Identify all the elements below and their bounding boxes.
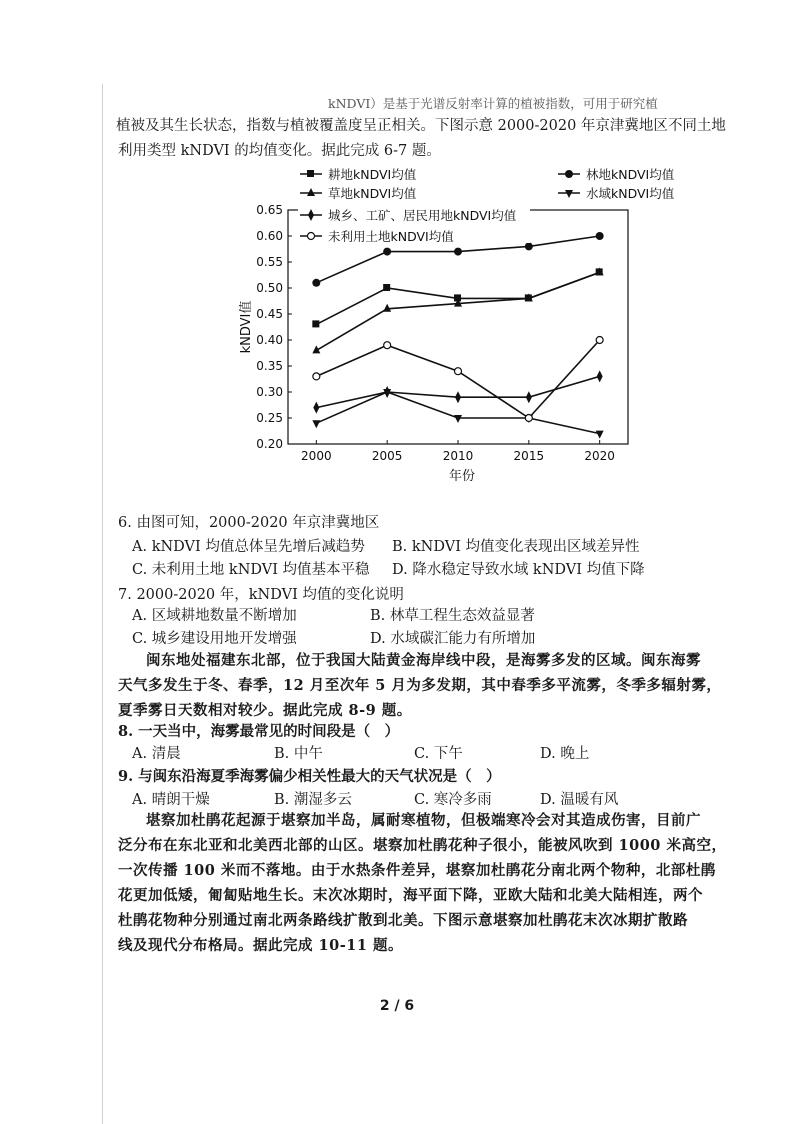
data-point bbox=[384, 342, 391, 349]
legend-marker bbox=[308, 233, 315, 240]
data-point bbox=[596, 431, 604, 439]
y-axis-label: kNDVI值 bbox=[239, 300, 254, 354]
passage-10-11-line-2: 泛分布在东北亚和北美西北部的山区。堪察加杜鹃花种子很小，能被风吹到 1000 米高空， bbox=[118, 837, 727, 854]
legend-item bbox=[298, 184, 448, 201]
x-tick-label: 2015 bbox=[513, 449, 545, 463]
legend-label: 未利用土地kNDVI均值 bbox=[328, 229, 454, 244]
intro-line-0: kNDVI）是基于光谱反射率计算的植被指数，可用于研究植 bbox=[328, 96, 658, 111]
passage-10-11-line-6: 线及现代分布格局。据此完成 10-11 题。 bbox=[118, 937, 403, 954]
question-7-stem: 7. 2000-2020 年，kNDVI 均值的变化说明 bbox=[118, 587, 404, 603]
y-tick-label: 0.45 bbox=[256, 307, 283, 321]
intro-line-1: 植被及其生长状态，指数与植被覆盖度呈正相关。下图示意 2000-2020 年京津冀地区不同土地 bbox=[116, 118, 726, 134]
question-7-option-d[interactable]: D. 水域碳汇能力有所增加 bbox=[370, 631, 536, 647]
intro-paragraph bbox=[116, 94, 726, 164]
data-point bbox=[455, 391, 461, 403]
question-8-option-c[interactable]: C. 下午 bbox=[414, 746, 463, 762]
question-9-stem: 9. 与闽东沿海夏季海雾偏少相关性最大的天气状况是（ ） bbox=[118, 768, 501, 785]
data-point bbox=[312, 279, 320, 287]
passage-10-11-line-4: 花更加低矮，匍匐贴地生长。末次冰期时，海平面下降，亚欧大陆和北美大陆相连，两个 bbox=[118, 887, 703, 904]
series-line bbox=[316, 340, 599, 418]
legend-label: 草地kNDVI均值 bbox=[328, 186, 417, 201]
plot-frame bbox=[288, 210, 628, 444]
passage-10-11-line-3: 一次传播 100 米而不落地。由于水热条件差异，堪察加杜鹃花分南北两个物种，北部杜鹃 bbox=[118, 862, 716, 879]
y-tick-label: 0.50 bbox=[256, 281, 283, 295]
question-9-option-b[interactable]: B. 潮湿多云 bbox=[274, 792, 352, 808]
x-tick-label: 2005 bbox=[371, 449, 403, 463]
question-7-option-a[interactable]: A. 区域耕地数量不断增加 bbox=[132, 608, 297, 624]
question-8-stem: 8. 一天当中，海雾最常见的时间段是（ ） bbox=[118, 723, 400, 740]
intro-line-2: 利用类型 kNDVI 的均值变化。据此完成 6-7 题。 bbox=[118, 143, 441, 159]
y-tick-label: 0.35 bbox=[256, 359, 283, 373]
y-tick-label: 0.20 bbox=[256, 437, 283, 451]
data-point bbox=[313, 402, 319, 414]
data-point bbox=[313, 373, 320, 380]
data-point bbox=[525, 415, 532, 422]
series-line bbox=[316, 272, 599, 350]
data-point bbox=[454, 248, 462, 256]
legend-label: 林地kNDVI均值 bbox=[586, 167, 675, 182]
series-1 bbox=[312, 268, 602, 327]
data-point bbox=[454, 415, 462, 423]
passage-8-9-line-2: 天气多发生于冬、春季，12 月至次年 5 月为多发期，其中春季多平流雾，冬季多辐射雾， bbox=[118, 677, 722, 694]
question-9-option-d[interactable]: D. 温暖有风 bbox=[540, 792, 619, 808]
data-point bbox=[312, 420, 320, 428]
series-6 bbox=[313, 337, 603, 422]
question-8-option-a[interactable]: A. 清晨 bbox=[132, 746, 181, 762]
question-7-option-b[interactable]: B. 林草工程生态效益显著 bbox=[370, 608, 535, 624]
y-tick-label: 0.60 bbox=[256, 229, 283, 243]
passage-8-9-line-1: 闽东地处福建东北部，位于我国大陆黄金海岸线中段，是海雾多发的区域。闽东海雾 bbox=[146, 652, 701, 669]
data-point bbox=[383, 284, 390, 291]
y-tick-label: 0.30 bbox=[256, 385, 283, 399]
x-axis-label: 年份 bbox=[448, 469, 476, 484]
question-8-option-b[interactable]: B. 中午 bbox=[274, 746, 323, 762]
legend-label: 城乡、工矿、居民用地kNDVI均值 bbox=[328, 208, 517, 223]
legend-item bbox=[298, 165, 448, 182]
kndvi-line-chart bbox=[228, 160, 675, 490]
legend-label: 耕地kNDVI均值 bbox=[328, 167, 417, 182]
question-8-option-d[interactable]: D. 晚上 bbox=[540, 746, 590, 762]
data-point bbox=[526, 391, 532, 403]
legend-marker bbox=[307, 170, 314, 177]
page-number: 2 / 6 bbox=[379, 998, 415, 1014]
x-tick-label: 2020 bbox=[584, 449, 615, 463]
question-6-option-c[interactable]: C. 未利用土地 kNDVI 均值基本平稳 bbox=[132, 562, 370, 578]
legend-item bbox=[556, 165, 706, 182]
question-9-option-a[interactable]: A. 晴朗干燥 bbox=[132, 792, 210, 808]
question-6-option-b[interactable]: B. kNDVI 均值变化表现出区域差异性 bbox=[392, 539, 640, 555]
legend-marker bbox=[565, 170, 573, 178]
passage-10-11 bbox=[118, 808, 727, 958]
question-6-option-d[interactable]: D. 降水稳定导致水域 kNDVI 均值下降 bbox=[392, 562, 645, 578]
series-3 bbox=[312, 267, 603, 353]
data-point bbox=[596, 337, 603, 344]
x-tick-label: 2010 bbox=[442, 449, 474, 463]
passage-10-11-line-1: 堪察加杜鹃花起源于堪察加半岛，属耐寒植物，但极端寒冷会对其造成伤害，目前广 bbox=[146, 812, 701, 829]
data-point bbox=[596, 232, 604, 240]
data-point bbox=[525, 242, 533, 250]
y-tick-label: 0.65 bbox=[256, 203, 283, 217]
data-point bbox=[455, 368, 462, 375]
y-tick-label: 0.55 bbox=[256, 255, 283, 269]
data-point bbox=[597, 370, 603, 382]
data-point bbox=[312, 320, 319, 327]
question-7-option-c[interactable]: C. 城乡建设用地开发增强 bbox=[132, 631, 297, 647]
legend-item bbox=[556, 184, 706, 201]
data-point bbox=[383, 248, 391, 256]
passage-8-9 bbox=[118, 648, 722, 723]
question-9-option-c[interactable]: C. 寒冷多雨 bbox=[414, 792, 492, 808]
y-tick-label: 0.40 bbox=[256, 333, 283, 347]
passage-8-9-line-3: 夏季雾日天数相对较少。据此完成 8-9 题。 bbox=[118, 702, 412, 719]
data-point bbox=[384, 386, 390, 398]
question-6-stem: 6. 由图可知，2000-2020 年京津冀地区 bbox=[118, 515, 380, 531]
series-5 bbox=[313, 370, 602, 413]
x-tick-label: 2000 bbox=[301, 449, 332, 463]
passage-10-11-line-5: 杜鹃花物种分别通过南北两条路线扩散到北美。下图示意堪察加杜鹃花末次冰期扩散路 bbox=[118, 912, 688, 929]
legend-item bbox=[298, 227, 530, 244]
legend-label: 水域kNDVI均值 bbox=[586, 186, 675, 201]
question-6-option-a[interactable]: A. kNDVI 均值总体呈先增后减趋势 bbox=[132, 539, 365, 555]
y-tick-label: 0.25 bbox=[256, 411, 283, 425]
legend-item bbox=[298, 206, 530, 223]
